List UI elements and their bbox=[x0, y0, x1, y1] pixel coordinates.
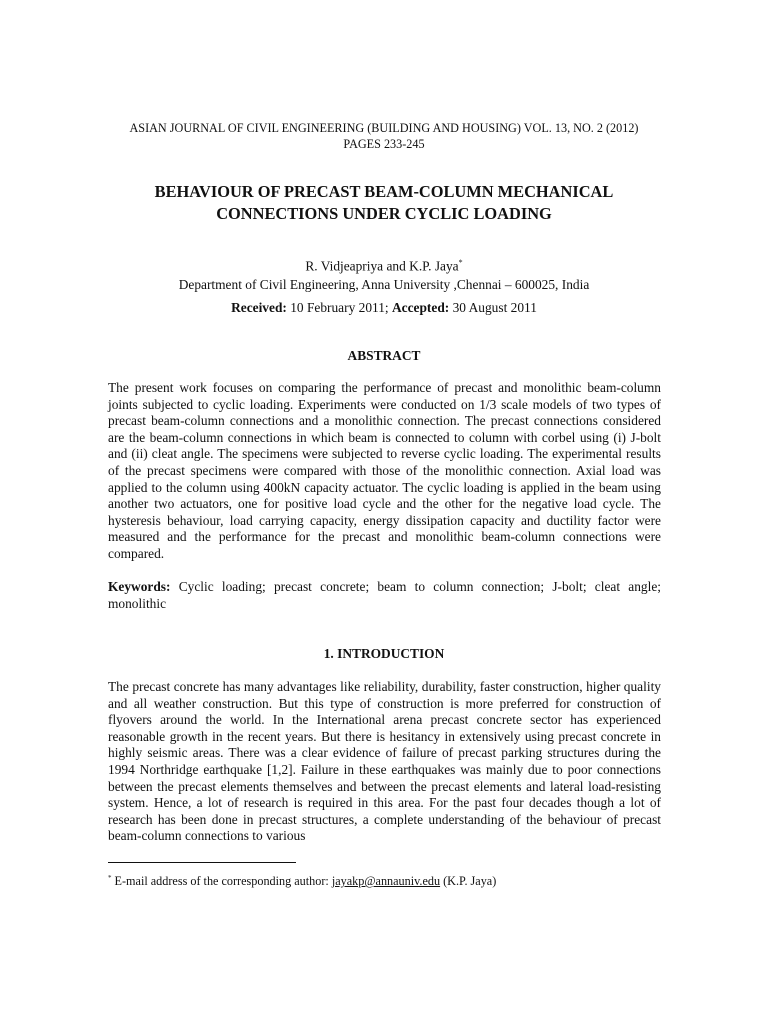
keywords-label: Keywords: bbox=[108, 579, 171, 594]
abstract-text: The present work focuses on comparing the performance of precast and monolithic beam-column joints subjected to cyclic loading. Experiments were conducted on 1/3 scale models of two types of precast beam-column connections and a monolithic connection. The precast connections considered are the beam-column connections in which beam is connected to column with corbel using (i) J-bolt and (ii) cleat angle. The specimens were subjected to reverse cyclic loading. The experimental results of the precast specimens were compared with those of the monolithic connection. Axial load was applied to the column using 400kN capacity actuator. The cyclic loading is applied in the beam using another two actuators, one for positive load cycle and the other for the negative load cycle. The hysteresis behaviour, load carrying capacity, energy dissipation capacity and ductility factor were measured and the performance for the precast and monolithic beam-column connections were compared. bbox=[108, 380, 661, 561]
introduction-text: The precast concrete has many advantages like reliability, durability, faster construction, higher quality and all weather construction. But this type of construction is more preferred for construction of flyovers around the world. In the International arena precast concrete sector has experienced reasonable growth in the recent years. But there is hesitancy in extensively using precast concrete in highly seismic areas. There was a clear evidence of failure of precast parking structures during the 1994 Northridge earthquake [1,2]. Failure in these earthquakes was mainly due to poor connections between the precast elements themselves and between the precast elements and lateral load-resisting system. Hence, a lot of research is required in this area. For the past four decades though a lot of research has been done in precast structures, a complete understanding of the behaviour of precast beam-column connections to various bbox=[108, 679, 661, 844]
footnote-prefix: E-mail address of the corresponding author: bbox=[111, 874, 332, 889]
footnote-divider bbox=[108, 862, 296, 863]
footnote-marker: * bbox=[108, 874, 112, 882]
keywords-text: Cyclic loading; precast concrete; beam to column connection; J-bolt; cleat angle; monolithic bbox=[108, 579, 661, 611]
author-names: R. Vidjeapriya and K.P. Jaya bbox=[305, 258, 459, 274]
accepted-label: Accepted: bbox=[391, 300, 450, 315]
footnote-suffix: (K.P. Jaya) bbox=[440, 874, 497, 889]
paper-title bbox=[60, 181, 708, 225]
author-names-line bbox=[0, 253, 768, 275]
page-range: PAGES 233-245 bbox=[343, 137, 425, 151]
accepted-date: 30 August 2011 bbox=[449, 300, 537, 315]
author-email-link[interactable]: jayakp@annauniv.edu bbox=[331, 874, 441, 889]
journal-name: ASIAN JOURNAL OF CIVIL ENGINEERING (BUILDING AND HOUSING) VOL. 13, NO. 2 (2012) bbox=[129, 121, 639, 135]
title-line-1: BEHAVIOUR OF PRECAST BEAM-COLUMN MECHANICAL bbox=[154, 182, 614, 201]
affiliation: Department of Civil Engineering, Anna University ,Chennai – 600025, India bbox=[178, 277, 590, 293]
footnote bbox=[108, 870, 668, 889]
received-label: Received: bbox=[231, 300, 287, 315]
received-date: 10 February 2011; bbox=[286, 300, 392, 315]
keywords bbox=[108, 579, 661, 612]
dates-line bbox=[0, 299, 768, 317]
abstract-heading: ABSTRACT bbox=[347, 348, 421, 363]
author-block bbox=[0, 253, 768, 294]
title-line-2: CONNECTIONS UNDER CYCLIC LOADING bbox=[216, 204, 552, 223]
corresponding-author-marker: * bbox=[458, 258, 463, 267]
introduction-heading: 1. INTRODUCTION bbox=[323, 646, 445, 661]
journal-header bbox=[0, 120, 768, 152]
